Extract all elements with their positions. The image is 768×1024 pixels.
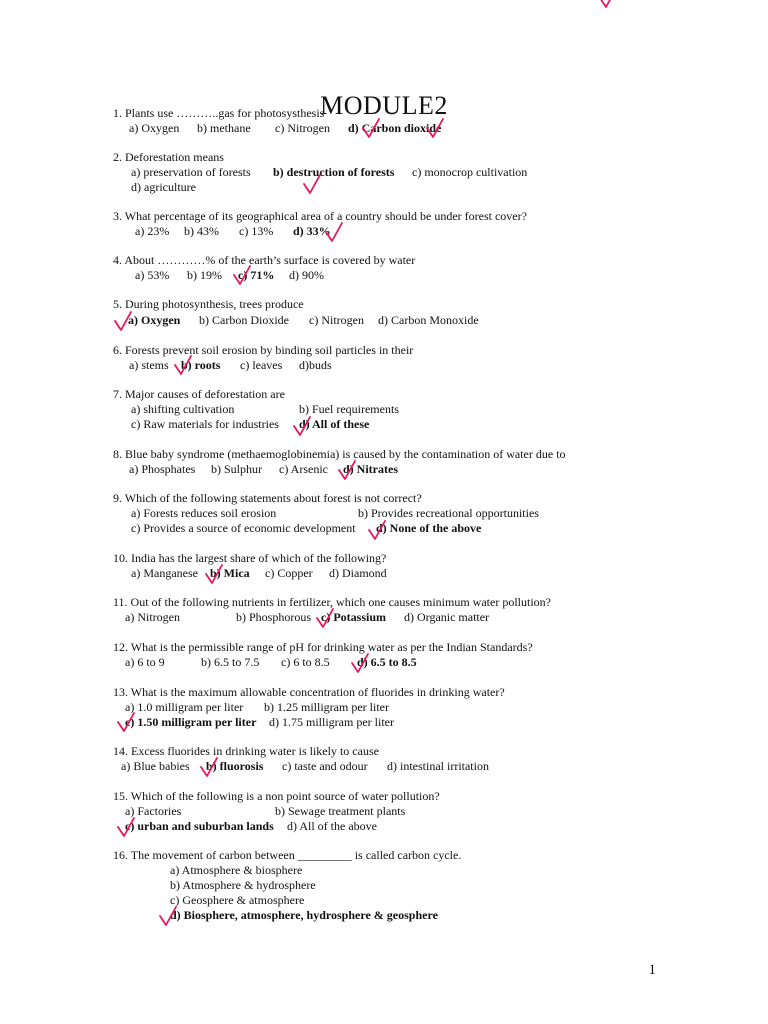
question-14-text: 14. Excess fluorides in drinking water is likely to cause [113,744,379,758]
question-4-option-a: a) 53% [135,268,170,282]
question-6-text: 6. Forests prevent soil erosion by binding soil particles in their [113,343,414,357]
question-6-option-a: a) stems [129,358,169,372]
question-12-option-c: c) 6 to 8.5 [281,655,330,669]
question-1-option-d: d) Carbon dioxide [348,121,442,135]
question-2-option-b: b) destruction of forests [273,165,395,179]
question-1-option-c: c) Nitrogen [275,121,330,135]
question-13-option-d: d) 1.75 milligram per liter [269,715,394,729]
question-15-option-b: b) Sewage treatment plants [275,804,406,818]
question-1-option-b: b) methane [197,121,251,135]
question-2-text: 2. Deforestation means [113,150,224,164]
question-1-text: 1. Plants use ………..gas for photosysthesis [113,106,325,120]
question-8-option-b: b) Sulphur [211,462,262,476]
question-2-option-d: d) agriculture [131,180,196,194]
question-10-option-a: a) Manganese [131,566,198,580]
page-title: MODULE2 [320,91,448,121]
question-5-option-b: b) Carbon Dioxide [199,313,289,327]
question-14-option-a: a) Blue babies [121,759,190,773]
question-4-option-b: b) 19% [187,268,222,282]
question-12-option-a: a) 6 to 9 [125,655,165,669]
question-7-option-d: d) All of these [299,417,370,431]
question-9-option-c: c) Provides a source of economic development [131,521,356,535]
question-9-option-a: a) Forests reduces soil erosion [131,506,277,520]
question-3-option-b: b) 43% [184,224,219,238]
question-8-option-d: d) Nitrates [343,462,398,476]
question-11-option-c: c) Potassium [321,610,386,624]
question-16-text: 16. The movement of carbon between _________ is called carbon cycle. [113,848,462,862]
question-15-option-c: c) urban and suburban lands [125,819,274,833]
question-5-option-c: c) Nitrogen [309,313,364,327]
question-8-option-a: a) Phosphates [129,462,196,476]
question-6-option-b: b) roots [181,358,221,372]
question-4-option-d: d) 90% [289,268,324,282]
question-8-text: 8. Blue baby syndrome (methaemoglobinemia) is caused by the contamination of water due to [113,447,566,461]
question-7-option-b: b) Fuel requirements [299,402,399,416]
red-check-mark-icon [598,0,618,10]
question-11-option-a: a) Nitrogen [125,610,180,624]
question-16-option-c: c) Geosphere & atmosphere [170,893,305,907]
question-13-option-c: c) 1.50 milligram per liter [125,715,257,729]
question-12-text: 12. What is the permissible range of pH for drinking water as per the Indian Standards? [113,640,533,654]
question-11-option-b: b) Phosphorous [236,610,312,624]
question-9-option-b: b) Provides recreational opportunities [358,506,539,520]
question-15-option-a: a) Factories [125,804,182,818]
question-6-option-d: d)buds [299,358,332,372]
question-3-option-d: d) 33% [293,224,331,238]
question-5-text: 5. During photosynthesis, trees produce [113,297,304,311]
question-16-option-d: d) Biosphere, atmosphere, hydrosphere & geosphere [170,908,438,922]
question-10-option-c: c) Copper [265,566,313,580]
question-7-option-c: c) Raw materials for industries [131,417,279,431]
question-14-option-b: b) fluorosis [206,759,264,773]
question-13-option-a: a) 1.0 milligram per liter [125,700,244,714]
question-2-option-a: a) preservation of forests [131,165,251,179]
question-5-option-a: a) Oxygen [128,313,181,327]
question-7-text: 7. Major causes of deforestation are [113,387,285,401]
question-10-option-b: b) Mica [210,566,250,580]
question-11-option-d: d) Organic matter [404,610,490,624]
question-14-option-d: d) intestinal irritation [387,759,489,773]
question-9-option-d: d) None of the above [376,521,482,535]
question-7-option-a: a) shifting cultivation [131,402,235,416]
question-2-option-c: c) monocrop cultivation [412,165,528,179]
question-10-text: 10. India has the largest share of which of the following? [113,551,387,565]
question-11-text: 11. Out of the following nutrients in fertilizer, which one causes minimum water pollution? [113,595,551,609]
question-16-option-b: b) Atmosphere & hydrosphere [170,878,316,892]
question-13-option-b: b) 1.25 milligram per liter [264,700,389,714]
question-6-option-c: c) leaves [240,358,283,372]
question-4-text: 4. About …………% of the earth’s surface is covered by water [113,253,416,267]
question-3-option-a: a) 23% [135,224,170,238]
question-13-text: 13. What is the maximum allowable concentration of fluorides in drinking water? [113,685,505,699]
question-9-text: 9. Which of the following statements about forest is not correct? [113,491,422,505]
question-1-option-a: a) Oxygen [129,121,180,135]
question-10-option-d: d) Diamond [329,566,387,580]
question-14-option-c: c) taste and odour [282,759,368,773]
question-12-option-b: b) 6.5 to 7.5 [201,655,260,669]
question-16-option-a: a) Atmosphere & biosphere [170,863,303,877]
question-15-option-d: d) All of the above [287,819,377,833]
question-15-text: 15. Which of the following is a non point source of water pollution? [113,789,440,803]
page-number: 1 [648,962,656,978]
question-4-option-c: c) 71% [238,268,275,282]
question-8-option-c: c) Arsenic [279,462,328,476]
question-3-option-c: c) 13% [239,224,274,238]
question-5-option-d: d) Carbon Monoxide [378,313,479,327]
question-3-text: 3. What percentage of its geographical area of a country should be under forest cover? [113,209,527,223]
question-12-option-d: d) 6.5 to 8.5 [357,655,417,669]
